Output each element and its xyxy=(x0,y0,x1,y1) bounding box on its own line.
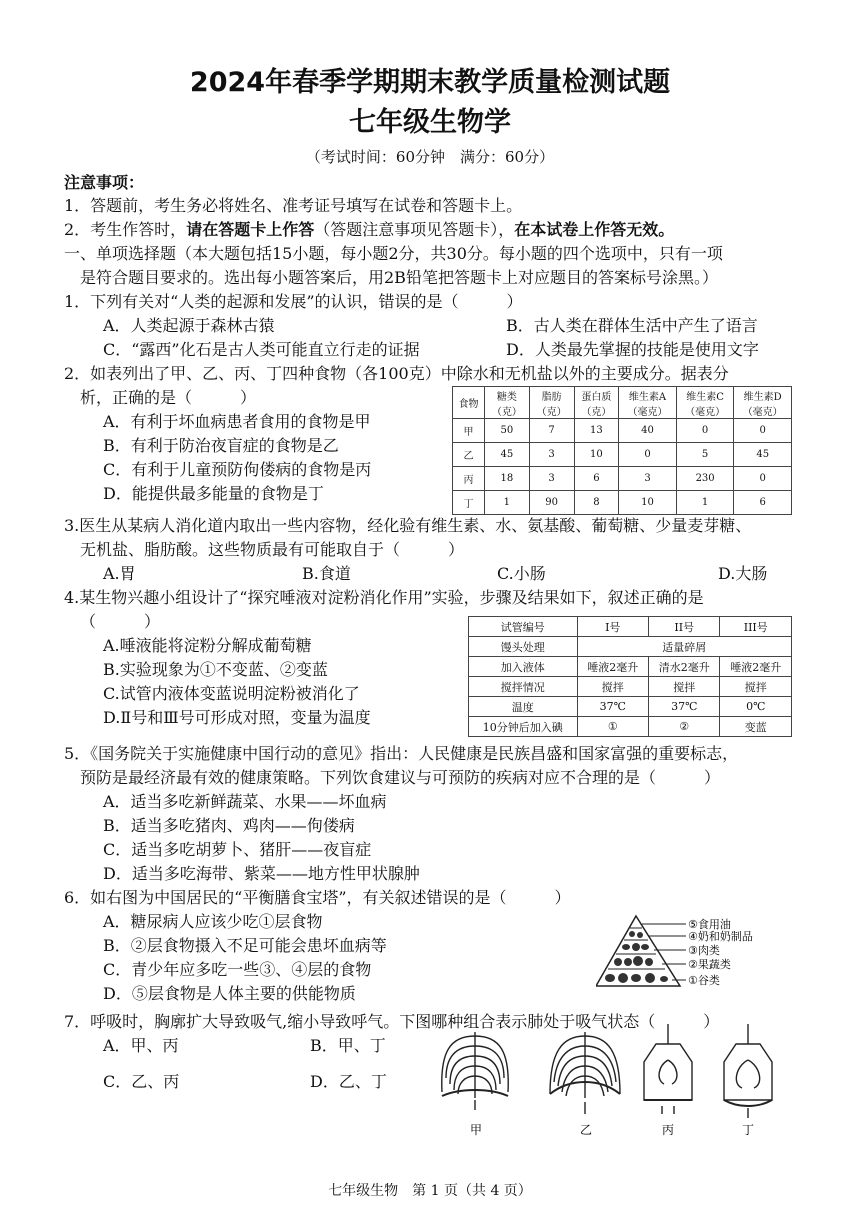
q4-cell: 搅拌 xyxy=(577,677,648,697)
q6-option-c: C．青少年应多吃一些③、④层的食物 xyxy=(103,960,372,979)
q4-cell: 10分钟后加入碘 xyxy=(469,717,578,737)
note-2-part-c: （答题注意事项见答题卡）， xyxy=(314,220,515,239)
q2-cell: 6 xyxy=(574,467,619,491)
q4-cell: 搅拌情况 xyxy=(469,677,578,697)
food-pyramid-figure xyxy=(596,912,796,994)
q4-cell: III号 xyxy=(720,617,792,637)
q2-th-unit: （毫克） xyxy=(627,406,668,418)
q3-option-b: B.食道 xyxy=(302,564,351,583)
q2-stem-1: 2．如表列出了甲、乙、丙、丁四种食物（各100克）中除水和无机盐以外的主要成分。据表分 xyxy=(64,364,729,383)
q5-option-a: A．适当多吃新鲜蔬菜、水果——坏血病 xyxy=(103,792,387,811)
q2-cell: 3 xyxy=(529,467,574,491)
ribcage-yi xyxy=(550,1032,620,1114)
q2-cell: 8 xyxy=(574,491,619,515)
table-row xyxy=(469,697,792,717)
note-1: 1．答题前，考生务必将姓名、准考证号填写在试卷和答题卡上。 xyxy=(64,196,523,215)
q2-th-unit: （毫克） xyxy=(685,406,726,418)
q5-stem-2: 预防是最经济最有效的健康策略。下列饮食建议与可预防的疾病对应不合理的是（ ） xyxy=(80,768,721,787)
q4-cell: 清水2毫升 xyxy=(649,657,720,677)
q4-cell: 37℃ xyxy=(649,697,720,717)
note-2-part-b: 请在答题卡上作答 xyxy=(186,220,315,239)
q1-option-b: B．古人类在群体生活中产生了语言 xyxy=(506,316,758,335)
table-row xyxy=(469,637,792,657)
q3-option-d: D.大肠 xyxy=(718,564,768,583)
q1-stem: 1．下列有关对“人类的起源和发展”的认识，错误的是（ ） xyxy=(64,292,523,311)
q2-cell: 甲 xyxy=(453,419,485,443)
note-2 xyxy=(64,218,674,242)
q2-cell: 丙 xyxy=(453,467,485,491)
q7-option-d: D．乙、丁 xyxy=(310,1072,387,1091)
q2-cell: 3 xyxy=(619,467,677,491)
q2-cell: 90 xyxy=(529,491,574,515)
q4-stem-2: （ ） xyxy=(80,612,161,631)
q2-cell: 40 xyxy=(619,419,677,443)
q2-th-text: 蛋白质 xyxy=(581,391,612,403)
table-row xyxy=(469,617,792,637)
q4-cell: 加入液体 xyxy=(469,657,578,677)
q2-th xyxy=(619,387,677,419)
q1-option-d: D．人类最先掌握的技能是使用文字 xyxy=(506,340,759,359)
q5-option-b: B．适当多吃猪肉、鸡肉——佝偻病 xyxy=(103,816,355,835)
q3-option-a: A.胃 xyxy=(103,564,136,583)
subject-title: 七年级生物学 xyxy=(349,107,511,138)
q2-cell: 1 xyxy=(676,491,734,515)
q4-cell: I号 xyxy=(577,617,648,637)
q2-option-c: C．有利于儿童预防佝偻病的食物是丙 xyxy=(103,460,372,479)
exam-title: 2024年春季学期期末教学质量检测试题 xyxy=(189,67,671,98)
respiration-figure xyxy=(430,1022,790,1140)
q2-th-unit: （克） xyxy=(581,406,612,418)
q2-cell: 45 xyxy=(734,443,792,467)
q2-option-b: B．有利于防治夜盲症的食物是乙 xyxy=(103,436,339,455)
q6-option-d: D．⑤层食物是人体主要的供能物质 xyxy=(103,984,356,1003)
table-row xyxy=(469,717,792,737)
q2-th-text: 维生素A xyxy=(628,391,667,403)
q2-cell: 丁 xyxy=(453,491,485,515)
q7-option-c: C．乙、丙 xyxy=(103,1072,180,1091)
table-row xyxy=(469,657,792,677)
q2-cell: 10 xyxy=(619,491,677,515)
q2-cell: 0 xyxy=(734,419,792,443)
q6-option-a: A．糖尿病人应该少吃①层食物 xyxy=(103,912,323,931)
q5-option-d: D．适当多吃海带、紫菜——地方性甲状腺肿 xyxy=(103,864,420,883)
fig-label: 丙 xyxy=(662,1123,675,1137)
q2-cell: 230 xyxy=(676,467,734,491)
q2-table-header-row xyxy=(453,387,792,419)
q6-stem: 6．如右图为中国居民的“平衡膳食宝塔”，有关叙述错误的是（ ） xyxy=(64,888,571,907)
q2-cell: 1 xyxy=(484,491,529,515)
fig-label: 乙 xyxy=(580,1123,593,1137)
q2-cell: 乙 xyxy=(453,443,485,467)
q4-option-b: B.实验现象为①不变蓝、②变蓝 xyxy=(103,660,328,679)
q2-cell: 7 xyxy=(529,419,574,443)
q3-option-c: C.小肠 xyxy=(497,564,546,583)
q2-th xyxy=(734,387,792,419)
table-row xyxy=(469,677,792,697)
bell-jar-bing xyxy=(644,1024,692,1114)
q2-food-table xyxy=(452,386,792,515)
q2-th xyxy=(529,387,574,419)
q2-th-text: 维生素D xyxy=(743,391,782,403)
q2-cell: 3 xyxy=(529,443,574,467)
q4-cell: 唾液2毫升 xyxy=(720,657,792,677)
q2-th-unit: （毫克） xyxy=(742,406,783,418)
q2-option-d: D．能提供最多能量的食物是丁 xyxy=(103,484,324,503)
table-row xyxy=(453,467,792,491)
table-row xyxy=(453,491,792,515)
q2-cell: 5 xyxy=(676,443,734,467)
q6-option-b: B．②层食物摄入不足可能会患坏血病等 xyxy=(103,936,387,955)
q2-th xyxy=(676,387,734,419)
q2-cell: 10 xyxy=(574,443,619,467)
table-row xyxy=(453,419,792,443)
q2-th-text: 维生素C xyxy=(686,391,724,403)
q4-cell: 变蓝 xyxy=(720,717,792,737)
q4-cell: ① xyxy=(577,717,648,737)
q2-th-unit: （克） xyxy=(491,406,522,418)
pyramid-label: ①谷类 xyxy=(688,974,720,987)
page-footer: 七年级生物 第 1 页（共 4 页） xyxy=(328,1183,532,1199)
q4-option-d: D.Ⅱ号和Ⅲ号可形成对照，变量为温度 xyxy=(103,708,371,727)
q2-cell: 50 xyxy=(484,419,529,443)
pyramid-label: ⑤食用油 xyxy=(688,918,731,931)
q4-experiment-table xyxy=(468,616,792,737)
pyramid-label: ③肉类 xyxy=(688,944,720,957)
q2-th-text: 糖类 xyxy=(496,391,517,403)
q2-cell: 0 xyxy=(619,443,677,467)
note-2-part-d: 在本试卷上作答无效。 xyxy=(514,220,675,239)
pyramid-label: ④奶和奶制品 xyxy=(688,930,753,943)
q4-cell: 搅拌 xyxy=(649,677,720,697)
q7-stem: 7．呼吸时，胸廓扩大导致吸气,缩小导致呼气。下图哪种组合表示肺处于吸气状态（ ） xyxy=(64,1012,720,1031)
q4-cell: 搅拌 xyxy=(720,677,792,697)
q4-cell: 37℃ xyxy=(577,697,648,717)
q4-cell: 0℃ xyxy=(720,697,792,717)
q2-cell: 13 xyxy=(574,419,619,443)
q4-cell: 馒头处理 xyxy=(469,637,578,657)
q1-option-c: C．“露西”化石是古人类可能直立行走的证据 xyxy=(103,340,420,359)
q2-th-text: 脂肪 xyxy=(541,391,562,403)
q2-th xyxy=(484,387,529,419)
table-row xyxy=(453,443,792,467)
section1-line2: 是符合题目要求的。选出每小题答案后，用2B铅笔把答题卡上对应题目的答案标号涂黑。） xyxy=(80,268,718,287)
q4-cell: 温度 xyxy=(469,697,578,717)
q7-option-b: B．甲、丁 xyxy=(310,1036,386,1055)
q2-option-a: A．有利于坏血病患者食用的食物是甲 xyxy=(103,412,371,431)
q2-th xyxy=(574,387,619,419)
q4-cell: 试管编号 xyxy=(469,617,578,637)
q2-cell: 0 xyxy=(676,419,734,443)
q2-cell: 6 xyxy=(734,491,792,515)
bell-jar-ding xyxy=(724,1024,772,1118)
note-2-part-a: 2．考生作答时， xyxy=(64,220,187,239)
q3-stem-2: 无机盐、脂肪酸。这些物质最有可能取自于（ ） xyxy=(80,540,465,559)
q4-cell: II号 xyxy=(649,617,720,637)
q7-option-a: A．甲、丙 xyxy=(103,1036,179,1055)
q4-cell: 适量碎屑 xyxy=(577,637,791,657)
q2-cell: 45 xyxy=(484,443,529,467)
ribcage-jia xyxy=(442,1032,508,1110)
exam-info: （考试时间：60分钟 满分：60分） xyxy=(305,148,555,166)
q2-th-text: 食物 xyxy=(458,399,479,410)
q2-cell: 0 xyxy=(734,467,792,491)
section1-line1: 一、单项选择题（本大题包括15小题，每小题2分，共30分。每小题的四个选项中，只有一项 xyxy=(64,244,723,263)
q2-stem-2: 析，正确的是（ ） xyxy=(80,388,257,407)
pyramid-label: ②果蔬类 xyxy=(688,958,731,971)
q4-option-a: A.唾液能将淀粉分解成葡萄糖 xyxy=(103,636,312,655)
fig-label: 丁 xyxy=(742,1123,755,1137)
q5-option-c: C．适当多吃胡萝卜、猪肝——夜盲症 xyxy=(103,840,372,859)
fig-label: 甲 xyxy=(470,1123,483,1137)
q5-stem-1: 5．《国务院关于实施健康中国行动的意见》指出：人民健康是民族昌盛和国家富强的重要标志， xyxy=(64,744,739,763)
q4-cell: 唾液2毫升 xyxy=(577,657,648,677)
q4-cell: ② xyxy=(649,717,720,737)
q2-cell: 18 xyxy=(484,467,529,491)
q2-th xyxy=(453,387,485,419)
q1-option-a: A．人类起源于森林古猿 xyxy=(103,316,275,335)
q4-option-c: C.试管内液体变蓝说明淀粉被消化了 xyxy=(103,684,360,703)
q3-stem-1: 3.医生从某病人消化道内取出一些内容物，经化验有维生素、水、氨基酸、葡萄糖、少量麦芽糖、 xyxy=(64,516,752,535)
q2-th-unit: （克） xyxy=(536,406,567,418)
q4-stem-1: 4.某生物兴趣小组设计了“探究唾液对淀粉消化作用”实验，步骤及结果如下，叙述正确的是 xyxy=(64,588,704,607)
notes-heading: 注意事项： xyxy=(64,173,145,192)
